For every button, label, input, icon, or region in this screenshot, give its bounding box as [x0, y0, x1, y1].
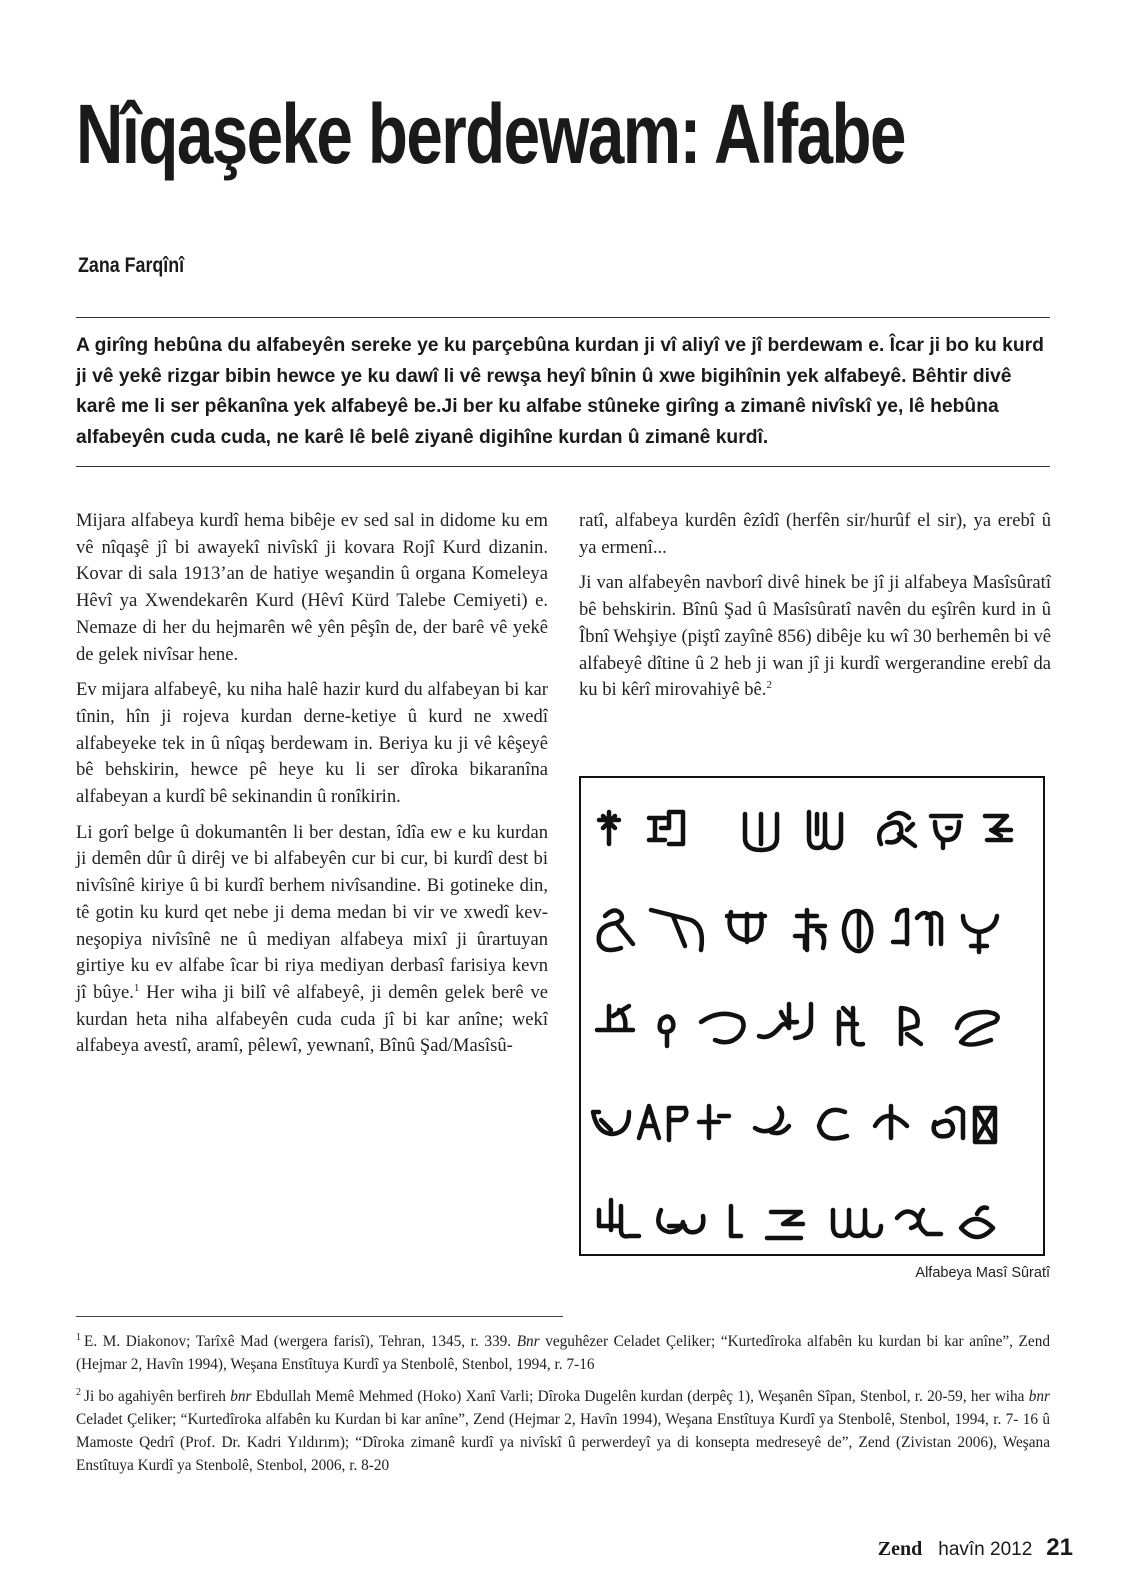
article-title: Nîqaşeke berdewam: Alfabe: [76, 87, 905, 181]
footnote: [76, 1330, 1050, 1377]
footnote-text: Ji bo agahiyên berfireh: [84, 1387, 231, 1405]
body-paragraph: [579, 570, 1051, 704]
body-paragraph: [76, 820, 548, 1060]
body-column-left: [76, 508, 548, 1069]
body-column-right: [579, 508, 1051, 713]
figure-caption: Alfabeya Masî Sûratî: [915, 1265, 1050, 1281]
footnote-rule: [76, 1316, 563, 1317]
lead-bottom-rule: [76, 466, 1050, 467]
footnote-ref: 2: [766, 679, 772, 692]
magazine-name: Zend: [877, 1538, 923, 1560]
body-paragraph: Mijara alfabeya kurdî hema bibêje ev sed sal in didome ku em vê nîqaşê jî bi awayekî nivîskî ji kovara Rojî Kurd dizanin. Kovar di sala 1913’an de hatiye weşandin û organa Komeleya Hêvî ya Xwendekarên Kurd (Hêvî Kürd Talebe Cemiyeti) e. Nemaze di her du hejmarên wê yên pêşîn de, der barê vê yekê de gelek nivîsar hene.: [76, 510, 548, 665]
footnote-text: Ebdullah Memê Mehmed (Hoko) Xanî Varli; Dîroka Dugelên kurdan (derpêç 1), Weşanên Sîpan, Stenbol, r. 20-59, her wiha: [251, 1387, 1029, 1405]
footnote-ref: 1: [133, 981, 140, 994]
alphabet-figure: [579, 776, 1045, 1256]
body-text: Li gorî belge û dokumantên li ber destan, îdîa ew e ku kurdan ji demên dûr û dirêj ve bi alfabeyên cur bi cur, bi kurdî dest bi nivîsînê kiriye û bi kurdî berhem nivîsandine. Bi gotineke din, tê gotin ku kurd qet nebe ji dema medan bi vir ve xwedî kev-neşopiya nivîsînê ne û mediyan alfabeya mixî ji ûrartuyan girtiye ku ev alfabe îcar bi riya mediyan derbasî farisiya kevn jî bûye.: [76, 821, 548, 1003]
footnote-text: E. M. Diakonov; Tarîxê Mad (wergera farisî), Tehran, 1345, r. 339.: [84, 1333, 517, 1350]
page-number: 21: [1046, 1534, 1073, 1561]
body-paragraph: ratî, alfabeya kurdên êzîdî (herfên sir/hurûf el sir), ya erebî û ya ermenî...: [579, 510, 1051, 558]
footnote-number: 2: [76, 1386, 81, 1398]
footnote-text: bnr: [1028, 1387, 1050, 1405]
footnote: [76, 1385, 1050, 1478]
issue-label: havîn 2012: [938, 1539, 1033, 1560]
body-text: Ji van alfabeyên navborî divê hinek be jî ji alfabeya Masîsûratî bê behskirin. Bînû Şad û Masîsûratî navên du eşîrên kurd in û Îbnî Wehşiye (piştî zayînê 856) dibêje ku wî 30 berhemên bi vê alfabeyê dîtine û 2 heb ji wan jî ji kurdî wergerandine erebî da ku bi kêrî mirovahiyê bê.: [579, 572, 1051, 701]
page-folio: [878, 1534, 1073, 1562]
body-paragraph: Ev mijara alfabeyê, ku niha halê hazir kurd du alfabeyan bi kar tînin, hîn ji rojeva kurdan derne-ketiye û kurd ne xwedî alfabeyeke tek in û nîqaş berdewam in. Beriya ku ji vê kêşeyê bê behskirin, hewce pê heye ku li ser dîroka bikaranîna alfabeyan a kurdî bê sekinandin û ronîkirin.: [76, 679, 548, 808]
lead-paragraph: A girîng hebûna du alfabeyên sereke ye ku parçebûna kurdan ji vî aliyî ve jî berdewam e. Îcar ji bo ku kurd ji vê yekê rizgar bibin hewce ye ku dawî li vê rewşa heyî bînin û xwe bigihînin yek alfabeyê. Bêhtir divê karê me li ser pêkanîna yek alfabeyê be.Ji ber ku alfabe stûneke girîng a zimanê nivîskî ye, lê hebûna alfabeyên cuda cuda, ne karê lê belê ziyanê digihîne kurdan û zimanê kurdî.: [76, 335, 1044, 448]
body-text: Her wiha ji bilî vê alfabeyê, ji demên gelek berê ve kurdan heta niha alfabeyên cuda cuda jî bi kar anîne; wekî alfabeya avestî, aramî, pêlewî, yewnanî, Bînû Şad/Masîsû-: [76, 981, 548, 1057]
footnotes: [76, 1330, 1050, 1486]
lead-top-rule: [76, 317, 1050, 318]
footnote-text: bnr: [230, 1387, 252, 1405]
footnote-text: veguhêzer Celadet Çeliker; “Kurtedîroka alfabên ku kurdan bi kar anîne”, Zend (Hejmar 2, Havîn 1994), Weşana Enstîtuya Kurdî ya Stenbolê, Stenbol, 1994, r. 7-16: [76, 1333, 1050, 1374]
script-glyphs-image: [581, 778, 1043, 1254]
footnote-text: Celadet Çeliker; “Kurtedîroka alfabên ku Kurdan bi kar anîne”, Zend (Hejmar 2, Havîn 1994), Weşana Enstîtuya Kurdî ya Stenbolê, Stenbol, 1994, r. 7- 16 û Mamoste Qedrî (Prof. Dr. Kadri Yıldırım); “Dîroka zimanê kurdî ya nivîskî û perwerdeyî ya di konsepta medreseyê de”, Zend (Zivistan 2006), Weşana Enstîtuya Kurdî ya Stenbolê, Stenbol, 2006, r. 8-20: [76, 1410, 1050, 1475]
footnote-text: Bnr: [516, 1333, 540, 1350]
footnote-number: 1: [76, 1331, 81, 1343]
author-name: Zana Farqînî: [78, 254, 185, 277]
